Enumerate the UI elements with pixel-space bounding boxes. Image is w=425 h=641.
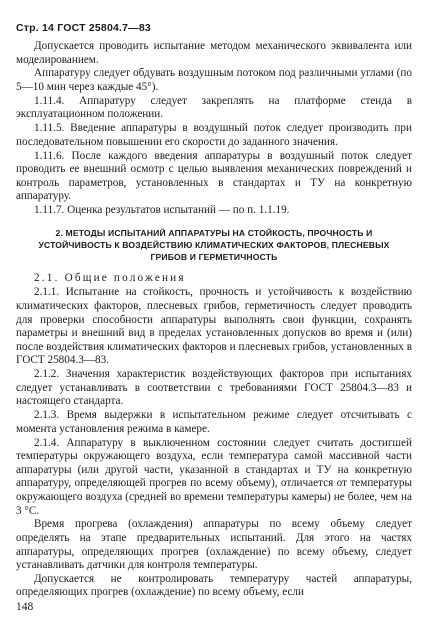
page-number: 148	[16, 601, 34, 613]
paragraph: 2.1.4. Аппаратуру в выключенном состоянии следует считать достигшей температуры окружающего воздуха, если температура самой массивной части аппаратуры (или другой части, указанной в стандартах и ТУ на конкретную аппаратуру, определяющей прогрев по всему объему), отличается от температуры окружающего воздуха (средней во времени температуры камеры) не более, чем на 3 °С.	[16, 436, 412, 517]
paragraph: Время прогрева (охлаждения) аппаратуры по всему объему следует определять на этапе предварительных испытаний. Для этого на частях аппаратуры, определяющих прогрев (охлаждение) по всему объему, следует устанавливать датчики для контроля температуры.	[16, 518, 412, 572]
paragraph: 1.11.4. Аппаратуру следует закреплять на платформе стенда в эксплуатационном положении.	[16, 94, 412, 121]
section-title: 2. МЕТОДЫ ИСПЫТАНИЙ АППАРАТУРЫ НА СТОЙКОСТЬ, ПРОЧНОСТЬ И УСТОЙЧИВОСТЬ К ВОЗДЕЙСТВИЮ КЛИМАТИЧЕСКИХ ФАКТОРОВ, ПЛЕСНЕВЫХ ГРИБОВ И ГЕРМЕТИЧНОСТЬ	[38, 227, 390, 263]
paragraph: Допускается проводить испытание методом механического эквивалента или моделированием.	[16, 40, 412, 66]
page-prefix: Стр. 14	[16, 22, 55, 34]
paragraph: Аппаратуру следует обдувать воздушным потоком под различными углами (по 5—10 мин через каждые 45°).	[16, 67, 412, 93]
paragraph: 2.1.1. Испытание на стойкость, прочность и устойчивость к воздействию климатических факторов, плесневых грибов, герметичность следует проводить для проверки способности аппаратуры выполнять свои функции, сохранять параметры и внешний вид в пределах установленных допусков во время и (или) после воздействия климатических факторов и плесневых грибов, установленных в ГОСТ 25804.3—83.	[16, 286, 412, 367]
standard-number: ГОСТ 25804.7—83	[57, 22, 151, 34]
paragraph: 2.1.2. Значения характеристик воздействующих факторов при испытаниях следует устанавливать в соответствии с требованиями ГОСТ 25804.3—83 и настоящего стандарта.	[16, 368, 412, 408]
paragraph: 1.11.7. Оценка результатов испытаний — по п. 1.1.19.	[34, 204, 290, 217]
paragraph: Допускается не контролировать температуру частей аппаратуры, определяющих прогрев (охлаждение) по всему объему, если	[16, 572, 412, 599]
paragraph: 1.11.6. После каждого введения аппаратуры в воздушный поток следует проводить ее внешний осмотр с целью выявления механических повреждений и контроль параметров, установленных в стандартах и ТУ на конкретную аппаратуру.	[16, 149, 412, 203]
paragraph: 1.11.5. Введение аппаратуры в воздушный поток следует производить при последовательном повышении его скорости до заданного значения.	[16, 122, 412, 148]
paragraph: 2.1.3. Время выдержки в испытательном режиме следует отсчитывать с момента установления режима в камере.	[16, 409, 412, 435]
page-header	[16, 22, 151, 34]
page-body	[16, 40, 412, 600]
subsection-title: 2.1. Общие положения	[34, 271, 186, 284]
